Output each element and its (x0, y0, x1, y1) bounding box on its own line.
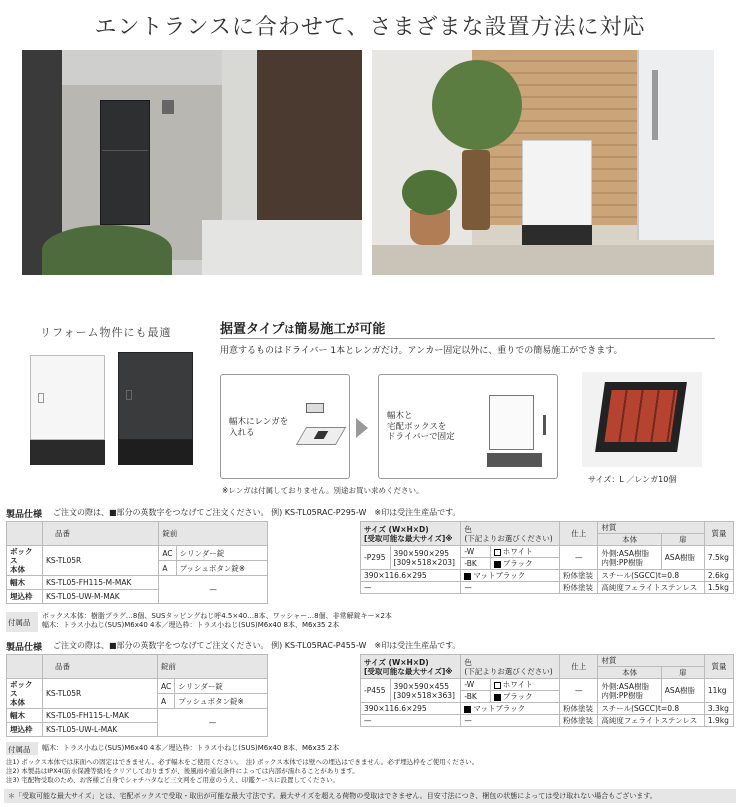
spec1-left-table: 品番 錠前 ボックス 本体 KS-TL05R AC シリンダー錠 A プッシュボタン錠※ 幅木 KS-TL05-FH115-M-MAK — 埋込枠 KS-TL05-UW-M-MAK (6, 521, 268, 604)
spec1-label: 製品仕様 (6, 510, 43, 520)
spec1-fuzoku-label: 付属品 (6, 612, 38, 632)
placement-title: 据置タイプは簡易施工が可能 (220, 322, 386, 337)
spec1-order-note: ご注文の際は、■部分の英数字をつなげてご注文ください。 例) KS-TL05RAC-P295-W ※印は受注生産品です。 (53, 508, 461, 517)
note-3: 注3) 宅配物受取のため、お客様ご自身でシャチハタなど三文判をご用意のうえ、印鑑ケースに設置してください。 (6, 775, 340, 784)
brick-size-note: サイズ：L ／レンガ10個 (588, 475, 677, 484)
spec2-order-note: ご注文の際は、■部分の英数字をつなげてご注文ください。 例) KS-TL05RAC-P455-W ※印は受注生産品です。 (53, 641, 461, 650)
white-box-image (30, 355, 105, 465)
notes (6, 758, 478, 784)
step2-text: 幅木と 宅配ボックスを ドライバーで固定 (387, 411, 455, 443)
spec2-left-table: 品番 錠前 ボックス 本体 KS-TL05R AC シリンダー錠 A プッシュボタン錠※ 幅木 KS-TL05-FH115-L-MAK — 埋込枠 KS-TL05-UW-L-MAK (6, 654, 268, 737)
step1-panel (220, 374, 350, 479)
reform-badge: リフォーム物件にも最適 (40, 326, 172, 339)
spec2-fuzoku: 幅木：トラス小ねじ(SUS)M6x40 4本／埋込枠：トラス小ねじ(SUS)M6x40 8本、M6x35 2本 (42, 744, 340, 752)
down-arrow-icon (543, 415, 546, 435)
photo-entrance-white (372, 50, 714, 275)
brick-base-image (582, 372, 702, 467)
arrow-icon (356, 418, 368, 438)
step1-text: 幅木にレンガを 入れる (229, 417, 289, 438)
spec2-fuzoku-label: 付属品 (6, 742, 38, 755)
spec1-right-table: サイズ (W×H×D) [受取可能な最大サイズ]※ 色 (下記よりお選びください) 仕上 材質 質量 本体 扉 -P295 390×590×295 [309×518×203] -W ホワイト — 外側:ASA樹脂 内側:PP樹脂 ASA樹脂 7.5kg -BK ブラック 390×116.6×295 マットブラック 粉体塗装 スチール(SGCC)t=0.8 2.6kg — — 粉体塗装 高純度フェライトステンレス 1.5kg (360, 521, 734, 594)
placement-title-underline (220, 338, 715, 339)
step2-panel (378, 374, 558, 479)
placement-description: 用意するものはドライバー 1本とレンガだけ。アンカー固定以外に、重りでの簡易施工ができます。 (220, 346, 623, 356)
brick-note: ※レンガは付属しておりません。別途お買い求めください。 (222, 486, 424, 495)
footer-note: ＊「受取可能な最大サイズ」とは、宅配ボックスで受取・取出が可能な最大寸法です。最大サイズを超える荷物の受取はできません。目安寸法につき、梱包の状態によっては受け取れない場合もございます。 (4, 789, 736, 803)
black-box-image (118, 352, 193, 465)
spec1-fuzoku: ボックス本体：樹脂プラグ…8個、SUSタッピングねじ呼4.5×40…8本、ワッシャー…8個、非常解錠キー×2本 幅木：トラス小ねじ(SUS)M6x40 4本／埋込枠：トラス小ねじ(SUS)M6x40 8本、M6x35 2本 (42, 612, 392, 629)
spec2-right-table: サイズ (W×H×D) [受取可能な最大サイズ]※ 色 (下記よりお選びください) 仕上 材質 質量 本体 扉 -P455 390×590×455 [309×518×363] -W ホワイト — 外側:ASA樹脂 内側:PP樹脂 ASA樹脂 11kg -BK ブラック 390×116.6×295 マットブラック 粉体塗装 スチール(SGCC)t=0.8 3.3kg — — 粉体塗装 高純度フェライトステンレス 1.9kg (360, 654, 734, 727)
photo-entrance-black (22, 50, 362, 275)
spec2-label: 製品仕様 (6, 643, 43, 653)
page-title: エントランスに合わせて、さまざまな設置方法に対応 (94, 15, 646, 40)
note-1: 注1) ボックス本体では床面への固定はできません。必ず幅木をご使用ください。 注) ボックス本体では壁への埋込はできません。必ず埋込枠をご使用ください。 (6, 758, 479, 766)
note-2: 注2) 本製品はIPX4(防水保護等級)をクリアしておりますが、後風雨や通気条件によっては内部が濡れることがあります。 (6, 766, 359, 775)
